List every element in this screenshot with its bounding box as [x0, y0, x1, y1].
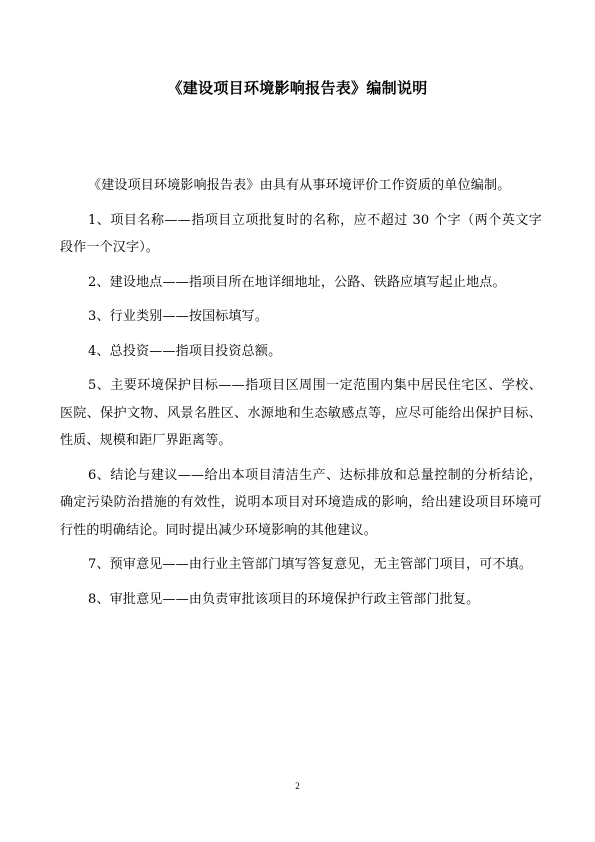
item-project-name: 1、项目名称——指项目立项批复时的名称，应不超过 30 个字（两个英文字段作一个汉字）。	[60, 212, 542, 255]
item-approval-opinion: 8、审批意见——由负责审批该项目的环境保护行政主管部门批复。	[88, 591, 480, 607]
page-number: 2	[295, 781, 300, 791]
page-title: 《建设项目环境影响报告表》编制说明	[167, 79, 428, 97]
item-industry-category: 3、行业类别——按国标填写。	[88, 309, 269, 324]
intro-paragraph: 《建设项目环境影响报告表》由具有从事环境评价工作资质的单位编制。	[88, 178, 511, 193]
item-total-investment: 4、总投资——指项目投资总额。	[88, 343, 282, 359]
item-conclusions: 6、结论与建议——给出本项目清洁生产、达标排放和总量控制的分析结论，确定污染防治措施的有效性，说明本项目对环境造成的影响，给出建设项目环境可行性的明确结论。同时提出减少环境影响的其他建议。	[60, 467, 542, 538]
item-construction-site: 2、建设地点——指项目所在地详细地址，公路、铁路应填写起止地点。	[88, 274, 506, 290]
item-protection-targets: 5、主要环境保护目标——指项目区周围一定范围内集中居民住宅区、学校、医院、保护文物、风景名胜区、水源地和生态敏感点等，应尽可能给出保护目标、性质、规模和距厂界距离等。	[60, 378, 542, 448]
instructions-body	[60, 172, 542, 620]
item-preliminary-review: 7、预审意见——由行业主管部门填写答复意见，无主管部门项目，可不填。	[88, 557, 533, 572]
